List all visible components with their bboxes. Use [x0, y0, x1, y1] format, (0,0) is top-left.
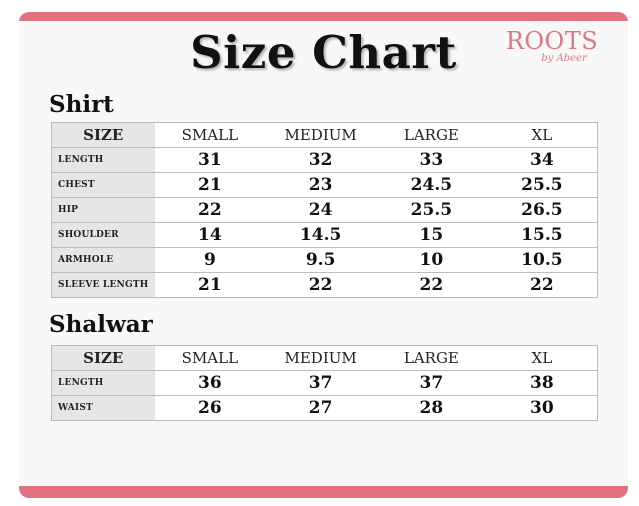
table-cell: 21 [198, 275, 222, 295]
bottom-accent-band [19, 486, 628, 498]
table-cell: 22 [308, 275, 333, 295]
column-header-small: SMALL [155, 123, 266, 148]
table-cell: 23 [265, 173, 376, 198]
table-cell: 9.5 [265, 248, 376, 273]
top-accent-band [19, 12, 628, 21]
row-label: SLEEVE LENGTH [52, 273, 155, 298]
row-label: LENGTH [52, 371, 155, 396]
table-row [52, 273, 598, 298]
brand-logo-name: ROOTS [505, 27, 599, 55]
table-cell: 14.5 [265, 223, 376, 248]
table-cell: 34 [487, 148, 598, 173]
table-row [52, 396, 598, 421]
table-cell: 14 [155, 223, 266, 248]
table-cell: 10.5 [487, 248, 598, 273]
table-row [52, 198, 598, 223]
table-cell: 38 [487, 371, 598, 396]
size-chart-card [19, 12, 628, 498]
table-cell: 30 [530, 398, 554, 418]
row-label: LENGTH [52, 148, 155, 173]
row-label: ARMHOLE [52, 248, 155, 273]
column-header-xl: XL [487, 123, 598, 148]
page-title: Size Chart [190, 26, 457, 79]
shirt-size-table [51, 122, 598, 298]
table-cell: 22 [155, 198, 266, 223]
table-cell: 28 [419, 398, 444, 418]
column-header-xl: XL [487, 346, 598, 371]
row-label: SHOULDER [52, 223, 155, 248]
table-cell: 36 [155, 371, 266, 396]
table-cell: 25.5 [487, 173, 598, 198]
table-cell: 37 [265, 371, 376, 396]
table-row [52, 223, 598, 248]
table-cell: 25.5 [376, 198, 487, 223]
column-header-small: SMALL [155, 346, 266, 371]
table-cell: 22 [530, 275, 554, 295]
table-row [52, 148, 598, 173]
table-cell: 24 [265, 198, 376, 223]
table-cell: 26 [198, 398, 222, 418]
brand-logo-tagline: by Abeer [541, 53, 587, 64]
column-header-medium: MEDIUM [265, 346, 376, 371]
table-cell: 33 [376, 148, 487, 173]
table-row [52, 173, 598, 198]
table-cell: 32 [265, 148, 376, 173]
column-header-medium: MEDIUM [265, 123, 376, 148]
shalwar-size-table [51, 345, 598, 421]
table-cell: 26.5 [487, 198, 598, 223]
table-cell: 37 [376, 371, 487, 396]
row-label: WAIST [52, 396, 155, 421]
table-cell: 27 [308, 398, 333, 418]
table-cell: 31 [155, 148, 266, 173]
column-header-large: LARGE [376, 346, 487, 371]
table-cell: 15 [376, 223, 487, 248]
table-cell: 9 [155, 248, 266, 273]
table-cell: 21 [155, 173, 266, 198]
table-row [52, 371, 598, 396]
table-row [52, 248, 598, 273]
row-label: HIP [52, 198, 155, 223]
brand-logo [501, 27, 603, 65]
table-header-row [52, 123, 598, 148]
table-cell: 22 [419, 275, 444, 295]
table-cell: 10 [376, 248, 487, 273]
size-header-cell: SIZE [52, 123, 155, 148]
table-header-row [52, 346, 598, 371]
column-header-large: LARGE [376, 123, 487, 148]
size-header-cell: SIZE [52, 346, 155, 371]
row-label: CHEST [52, 173, 155, 198]
table-cell: 24.5 [376, 173, 487, 198]
shalwar-heading: Shalwar [49, 311, 153, 338]
table-cell: 15.5 [487, 223, 598, 248]
shirt-heading: Shirt [49, 91, 114, 118]
